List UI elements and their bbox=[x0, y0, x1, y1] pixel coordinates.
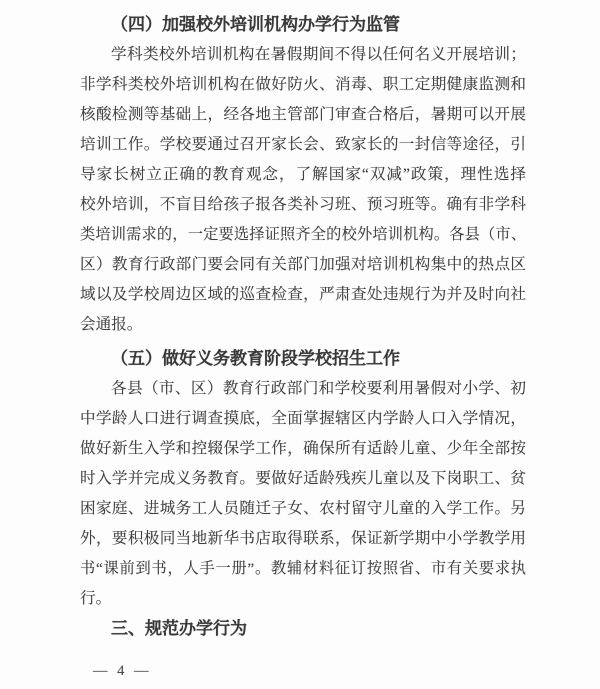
heading-section-5: （五）做好义务教育阶段学校招生工作 bbox=[111, 349, 400, 368]
body-line: 校外培训，不盲目给孩子报各类补习班、预习班等。确有非学科 bbox=[80, 196, 526, 213]
heading-section-4: （四）加强校外培训机构办学行为监管 bbox=[111, 15, 400, 34]
body-line: 书“课前到书，人手一册”。教辅材料征订按照省、市有关要求执 bbox=[80, 560, 526, 577]
body-line: 非学科类校外培训机构在做好防火、消毒、职工定期健康监测和 bbox=[80, 76, 526, 93]
body-line: 学科类校外培训机构在暑假期间不得以任何名义开展培训； bbox=[111, 46, 526, 63]
body-line: 各县（市、区）教育行政部门和学校要利用暑假对小学、初 bbox=[111, 380, 526, 397]
body-line: 中学龄人口进行调查摸底，全面掌握辖区内学龄人口入学情况， bbox=[80, 410, 526, 427]
body-line: 导家长树立正确的教育观念，了解国家“双减”政策，理性选择 bbox=[80, 166, 526, 183]
body-line: 行。 bbox=[80, 590, 112, 607]
body-line: 类培训需求的，一定要选择证照齐全的校外培训机构。各县（市、 bbox=[80, 226, 526, 243]
body-line: 做好新生入学和控辍保学工作，确保所有适龄儿童、少年全部按 bbox=[80, 440, 526, 457]
heading-part-3: 三、规范办学行为 bbox=[111, 619, 247, 638]
body-line: 外，要积极同当地新华书店取得联系，保证新学期中小学教学用 bbox=[80, 530, 526, 547]
document-text-block bbox=[80, 10, 526, 644]
body-line: 域以及学校周边区域的巡查检查，严肃查处违规行为并及时向社 bbox=[80, 286, 526, 303]
body-line: 困家庭、进城务工人员随迁子女、农村留守儿童的入学工作。另 bbox=[80, 500, 526, 517]
page-number: — 4 — bbox=[93, 663, 152, 679]
body-line: 区）教育行政部门要会同有关部门加强对培训机构集中的热点区 bbox=[80, 256, 526, 273]
body-line: 核酸检测等基础上，经各地主管部门审查合格后，暑期可以开展 bbox=[80, 106, 526, 123]
body-line: 时入学并完成义务教育。要做好适龄残疾儿童以及下岗职工、贫 bbox=[80, 470, 526, 487]
body-line: 会通报。 bbox=[80, 316, 143, 333]
body-line: 培训工作。学校要通过召开家长会、致家长的一封信等途径，引 bbox=[80, 136, 526, 153]
